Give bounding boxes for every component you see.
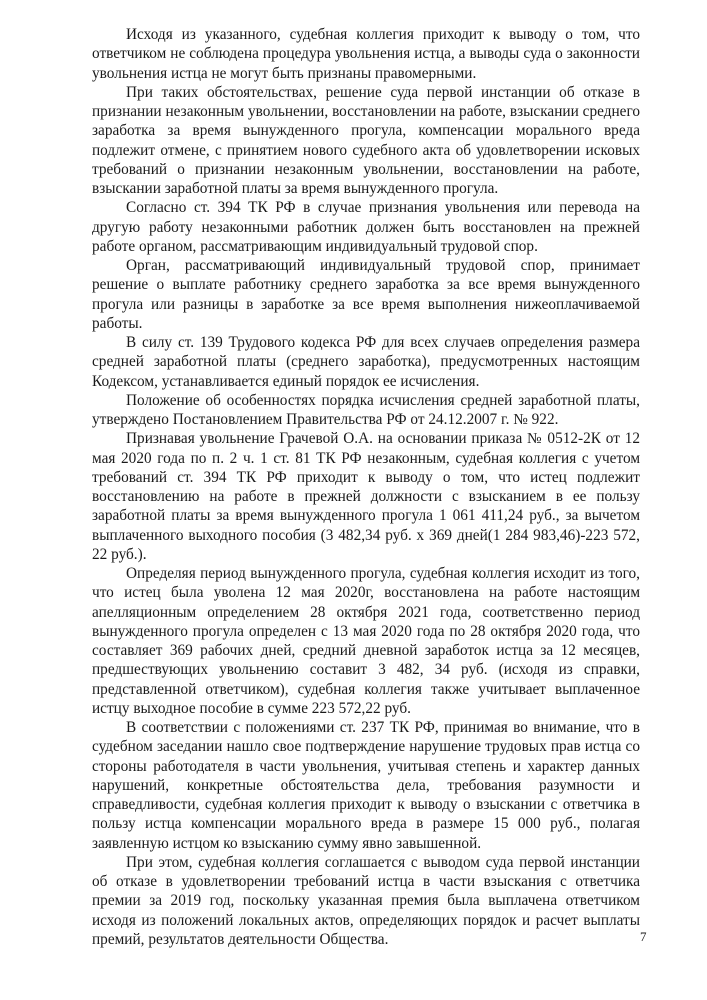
paragraph-4: Орган, рассматривающий индивидуальный трудовой спор, принимает решение о выплате работнику среднего заработка за все время вынужденного прогула или разницы в заработке за все время выполнения нижеоплачиваемой работы. — [92, 257, 640, 332]
paragraph-10: При этом, судебная коллегия соглашается с выводом суда первой инстанции об отказе в удовлетворении требований истца в части взыскания с ответчика премии за 2019 год, поскольку указанная премия была выплачена ответчиком исходя из положений локальных актов, определяющих порядок и расчет выплаты премий, результатов деятельности Общества. — [92, 853, 640, 948]
paragraph-3: Согласно ст. 394 ТК РФ в случае признания увольнения или перевода на другую работу незаконными работник должен быть восстановлен на прежней работе органом, рассматривающим индивидуальный трудовой спор. — [92, 199, 640, 255]
paragraph-2: При таких обстоятельствах, решение суда первой инстанции об отказе в признании незаконным увольнении, восстановлении на работе, взыскании среднего заработка за время вынужденного прогула, компенсации морального вреда подлежит отмене, с принятием нового судебного акта об удовлетворении исковых требований о признании незаконным увольнении, восстановлении на работе, взыскании заработной платы за время вынужденного прогула. — [92, 83, 640, 197]
paragraph-1: Исходя из указанного, судебная коллегия приходит к выводу о том, что ответчиком не соблюдена процедура увольнения истца, а выводы суда о законности увольнения истца не могут быть признаны правомерными. — [92, 26, 640, 82]
paragraph-8: Определяя период вынужденного прогула, судебная коллегия исходит из того, что истец была уволена 12 мая 2020г, восстановлена на работе настоящим апелляционным определением 28 октября 2021 года, соответственно период вынужденного прогула определен с 13 мая 2020 года по 28 октября 2020 года, что составляет 369 рабочих дней, средний дневной заработок истца за 12 месяцев, предшествующих увольнению составит 3 482, 34 руб. (исходя из справки, представленной ответчиком), судебная коллегия также учитывает выплаченное истцу выходное пособие в сумме 223 572,22 руб. — [92, 565, 640, 717]
paragraph-9: В соответствии с положениями ст. 237 ТК РФ, принимая во внимание, что в судебном заседании нашло свое подтверждение нарушение трудовых прав истца со стороны работодателя в части увольнения, учитывая степень и характер данных нарушений, конкретные обстоятельства дела, требования разумности и справедливости, судебная коллегия приходит к выводу о взыскании с ответчика в пользу истца компенсации морального вреда в размере 15 000 руб., полагая заявленную истцом ко взысканию сумму явно завышенной. — [92, 719, 640, 852]
paragraph-7: Признавая увольнение Грачевой О.А. на основании приказа № 0512-2К от 12 мая 2020 года по п. 2 ч. 1 ст. 81 ТК РФ незаконным, судебная коллегия с учетом требований ст. 394 ТК РФ приходит к выводу о том, что истец подлежит восстановлению на работе в прежней должности с взысканием в ее пользу заработной платы за время вынужденного прогула 1 061 411,24 руб., за вычетом выплаченного выходного пособия (3 482,34 руб. х 369 дней(1 284 983,46)-223 572, 22 руб.). — [92, 430, 640, 563]
paragraph-6: Положение об особенностях порядка исчисления средней заработной платы, утверждено Постановлением Правительства РФ от 24.12.2007 г. № 922. — [92, 391, 640, 428]
page-number: 7 — [640, 929, 647, 944]
document-body — [92, 25, 640, 949]
paragraph-5: В силу ст. 139 Трудового кодекса РФ для всех случаев определения размера средней заработной платы (среднего заработка), предусмотренных настоящим Кодексом, устанавливается единый порядок ее исчисления. — [92, 334, 640, 390]
